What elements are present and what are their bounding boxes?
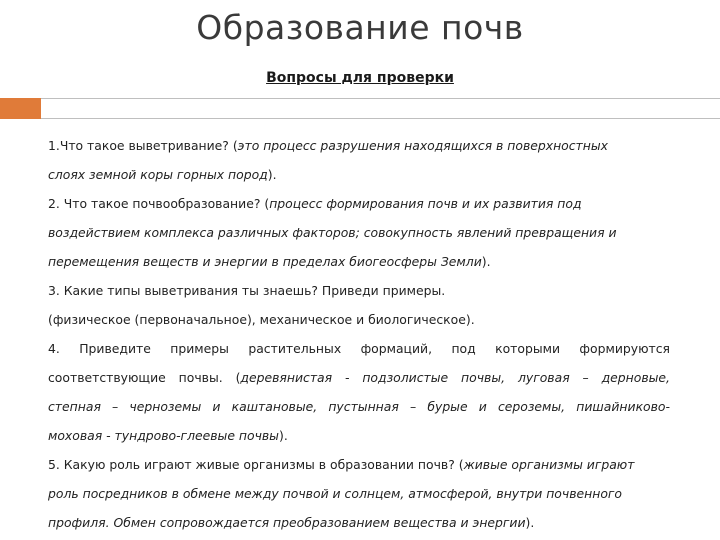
slide-subtitle: Вопросы для проверки bbox=[266, 70, 454, 86]
question-1-line-1: 1.Что такое выветривание? (это процесс разрушения находящихся в поверхностных bbox=[48, 138, 608, 153]
question-4-line-3: степная – черноземы и каштановые, пустынная – бурые и сероземы, пишайниково- bbox=[48, 399, 670, 414]
question-2-line-2: воздействием комплекса различных факторов; совокупность явлений превращения и bbox=[48, 225, 617, 240]
question-3-answer: (физическое (первоначальное), механическое и биологическое). bbox=[48, 312, 475, 327]
question-4-line-1: 4. Приведите примеры растительных формаций, под которыми формируются bbox=[48, 341, 670, 356]
question-5-line-3: профиля. Обмен сопровождается преобразованием вещества и энергии). bbox=[48, 515, 535, 530]
question-5-line-2: роль посредников в обмене между почвой и солнцем, атмосферой, внутри почвенного bbox=[48, 486, 623, 501]
question-5-line-1: 5. Какую роль играют живые организмы в образовании почв? (живые организмы играют bbox=[48, 457, 635, 472]
question-2-line-1: 2. Что такое почвообразование? (процесс формирования почв и их развития под bbox=[48, 196, 582, 211]
questions-body bbox=[48, 131, 670, 537]
question-2-line-3: перемещения веществ и энергии в пределах биогеосферы Земли). bbox=[48, 254, 491, 269]
slide-title: Образование почв bbox=[196, 8, 524, 47]
accent-block bbox=[0, 98, 41, 119]
header-rule bbox=[41, 98, 720, 119]
question-4-line-4: моховая - тундрово-глеевые почвы). bbox=[48, 428, 288, 443]
question-3-line-1: 3. Какие типы выветривания ты знаешь? Приведи примеры. bbox=[48, 283, 446, 298]
question-4-line-2: соответствующие почвы. (деревянистая - подзолистые почвы, луговая – дерновые, bbox=[48, 370, 670, 385]
question-1-line-2: слоях земной коры горных пород). bbox=[48, 167, 277, 182]
